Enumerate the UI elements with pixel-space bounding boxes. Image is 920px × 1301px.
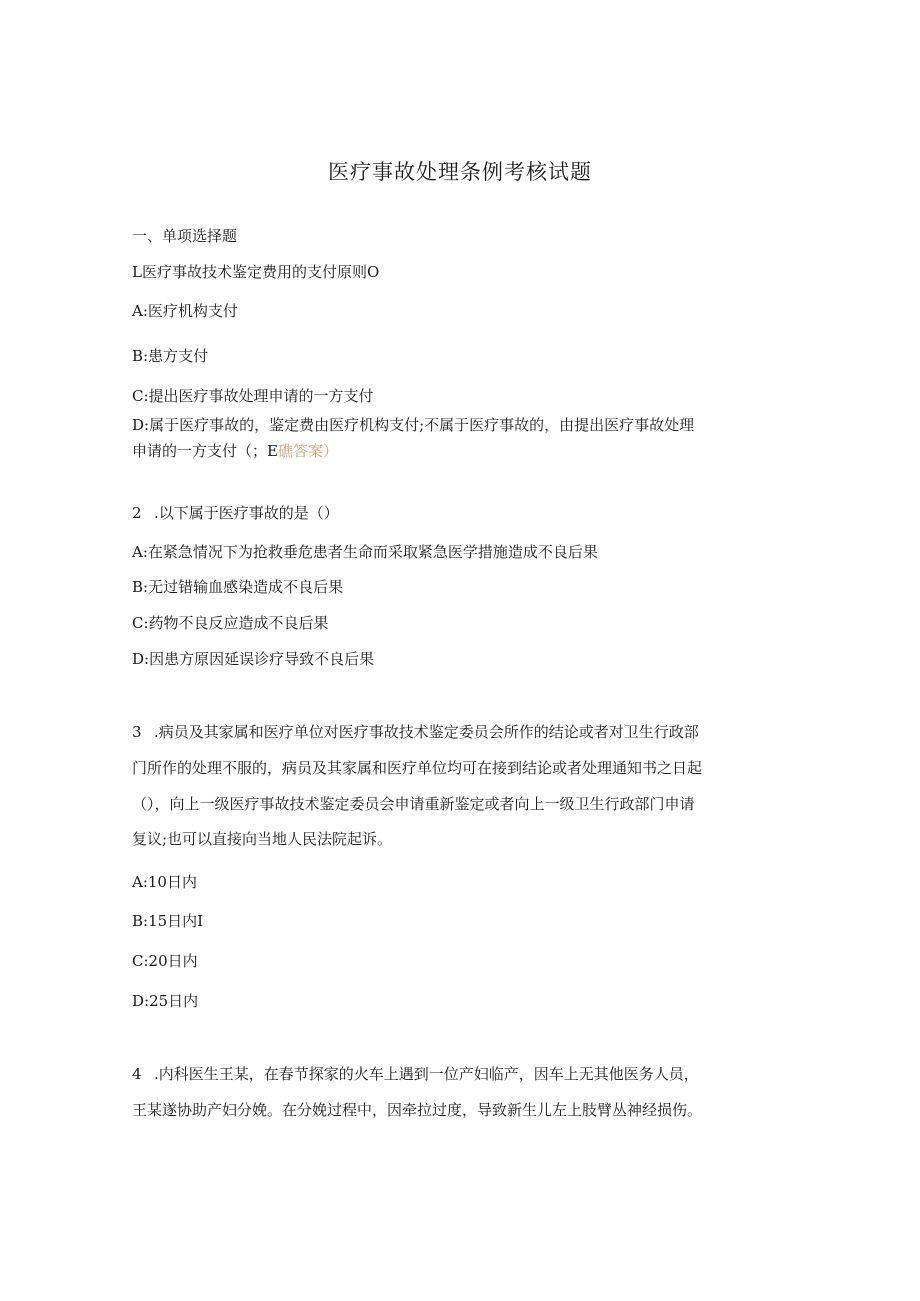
question-3-option-c: C:20日内: [132, 952, 198, 970]
question-1-option-d-text: 申请的一方支付（；E: [132, 442, 278, 460]
answer-hint: 礁答案）: [277, 442, 338, 460]
document-title: 医疗事故处理条例考核试题: [328, 160, 592, 184]
question-1-option-b: B:患方支付: [132, 347, 209, 365]
question-1-option-d-line2: [132, 441, 338, 461]
question-4-stem-line1: [132, 1064, 699, 1084]
question-1-option-c: C:提出医疗事故处理申请的一方支付: [132, 387, 374, 405]
question-2-stem: [132, 503, 339, 523]
question-2-text: .以下属于医疗事故的是（）: [154, 504, 339, 522]
question-3-stem-line4: 复议;也可以直接向当地人民法院起诉。: [132, 830, 393, 848]
question-4-stem-line2: 王某遂协助产妇分娩。在分娩过程中，因牵拉过度，导致新生儿左上肢臂丛神经损伤。: [132, 1101, 703, 1119]
question-3-option-d: D:25日内: [132, 992, 199, 1010]
question-1-stem: L医疗事故技术鉴定费用的支付原则O: [132, 263, 380, 281]
question-2-option-a: A:在紧急情况下为抢救垂危患者生命而采取紧急医学措施造成不良后果: [132, 543, 598, 561]
question-3-stem-line2: 门所作的处理不服的，病员及其家属和医疗单位均可在接到结论或者处理通知书之日起: [132, 759, 703, 777]
question-2-number: 2: [132, 504, 142, 522]
question-3-stem-line3: （），向上一级医疗事故技术鉴定委员会申请重新鉴定或者向上一级卫生行政部门申请: [132, 795, 695, 813]
question-4-text: .内科医生王某，在春节探家的火车上遇到一位产妇临产，因车上无其他医务人员，: [154, 1065, 699, 1083]
question-2-option-d: D:因患方原因延误诊疗导致不良后果: [132, 650, 375, 668]
section-heading: 一、单项选择题: [132, 227, 238, 245]
question-3-number: 3: [132, 723, 142, 741]
question-2-option-b: B:无过错输血感染造成不良后果: [132, 578, 344, 596]
question-4-number: 4: [132, 1065, 142, 1083]
question-3-option-a: A:10日内: [132, 873, 197, 891]
question-2-option-c: C:药物不良反应造成不良后果: [132, 614, 329, 632]
question-1-option-a: A:医疗机构支付: [132, 302, 238, 320]
question-3-text: .病员及其家属和医疗单位对医疗事故技术鉴定委员会所作的结论或者对卫生行政部: [154, 723, 699, 741]
question-3-option-b: B:15日内I: [132, 912, 204, 930]
question-3-stem-line1: [132, 722, 699, 742]
question-1-option-d-line1: D:属于医疗事故的，鉴定费由医疗机构支付;不属于医疗事故的，由提出医疗事故处理: [132, 416, 695, 434]
